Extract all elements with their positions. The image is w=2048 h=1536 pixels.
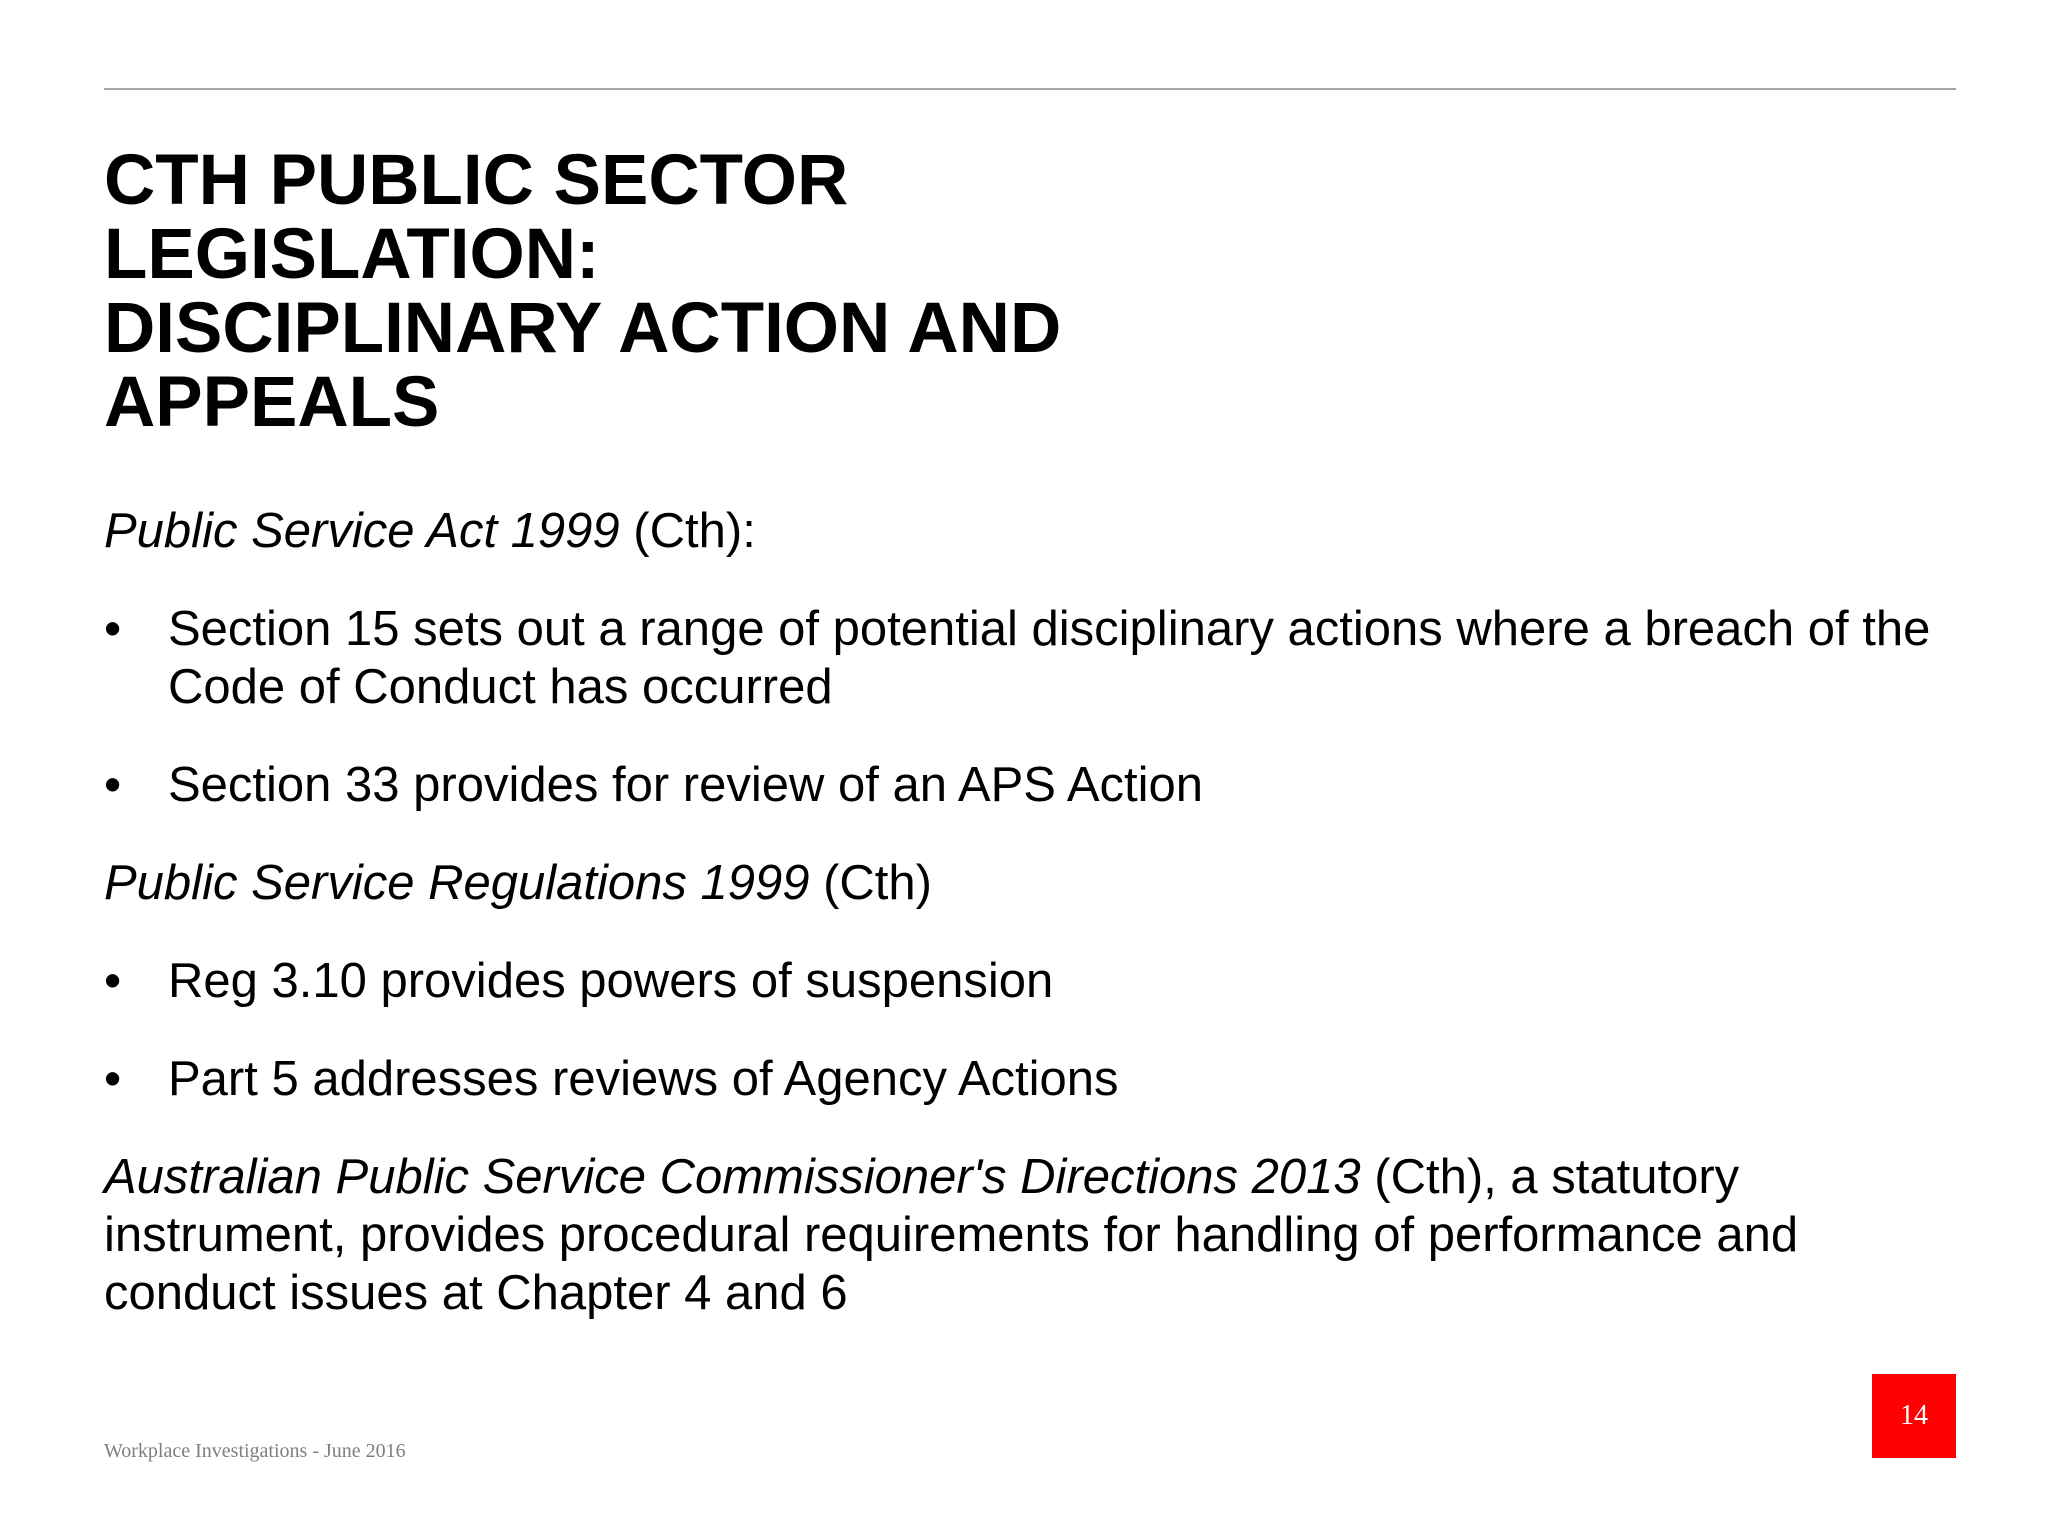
title-line: APPEALS [104,363,440,442]
legislation-paragraph [104,1148,1964,1322]
footer-text: Workplace Investigations - June 2016 [104,1440,406,1462]
bullet-item [104,952,1964,1010]
bullet-item [104,1050,1964,1108]
bullet-item [104,756,1964,814]
legislation-title: Public Service Act 1999 [104,504,620,558]
bullet-item [104,600,1964,716]
legislation-heading [104,854,1964,912]
legislation-suffix: (Cth) [809,856,932,910]
bullet-text: Section 15 sets out a range of potential disciplinary actions where a breach of the Code of Conduct has occurred [168,602,1931,714]
page-number-badge [1872,1374,1956,1458]
bullet-marker: • [104,758,122,812]
bullet-text: Reg 3.10 provides powers of suspension [168,954,1054,1008]
bullet-text: Section 33 provides for review of an APS Action [168,758,1204,812]
legislation-description: (Cth), a statutory instrument, provides procedural requirements for handling of performance and conduct issues at Chapter 4 and 6 [104,1150,1799,1320]
title-line: CTH PUBLIC SECTOR [104,141,849,220]
bullet-text: Part 5 addresses reviews of Agency Actions [168,1052,1119,1106]
legislation-title: Public Service Regulations 1999 [104,856,810,910]
page-number: 14 [1900,1400,1928,1431]
legislation-heading [104,502,1964,560]
slide-title [104,141,1304,442]
bullet-list [104,600,1964,814]
top-divider [104,88,1956,90]
bullet-marker: • [104,954,122,1008]
title-line: LEGISLATION: [104,215,600,294]
bullet-list [104,952,1964,1108]
legislation-title: Australian Public Service Commissioner's Directions 2013 [104,1150,1361,1204]
bullet-marker: • [104,1052,122,1106]
bullet-marker: • [104,602,122,656]
legislation-suffix: (Cth): [619,504,756,558]
title-line: DISCIPLINARY ACTION AND [104,289,1062,368]
slide-body [104,502,1964,1322]
